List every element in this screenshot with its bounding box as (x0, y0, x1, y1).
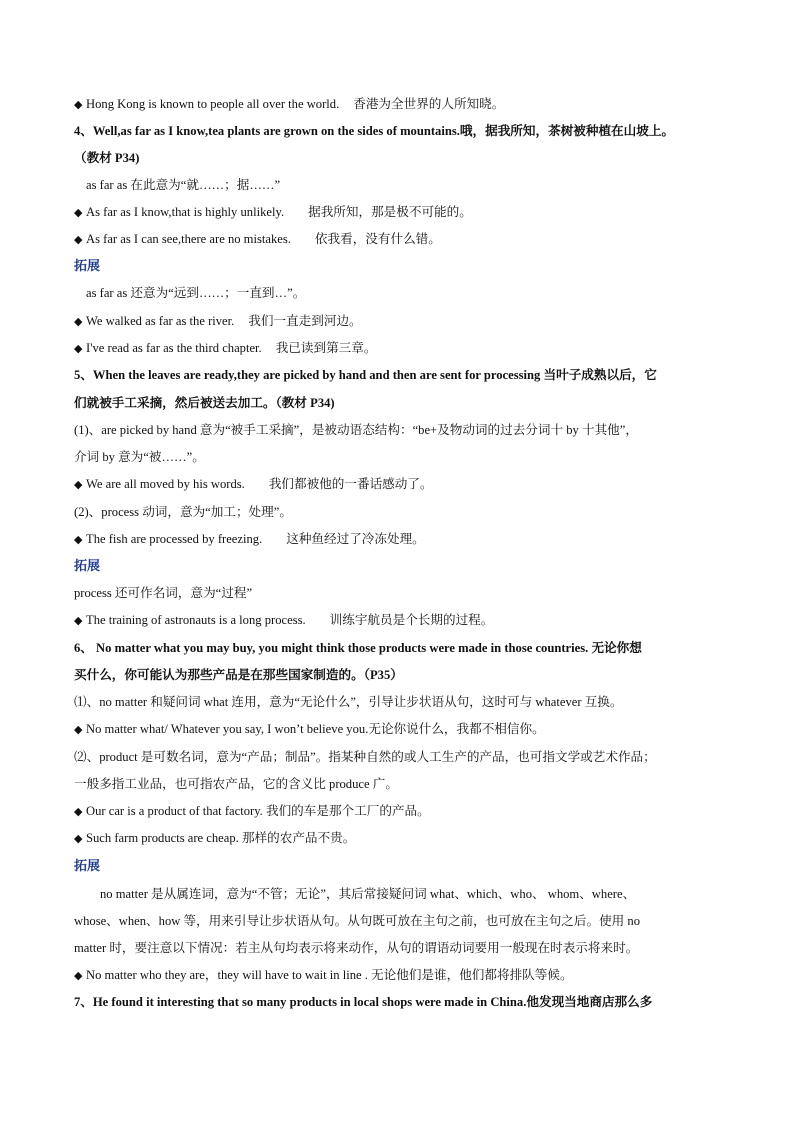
bullet-icon: ◆ (74, 806, 83, 818)
example-line: ◆ We are all moved by his words. 我们都被他的一番话感动了。 (74, 475, 754, 494)
extension-heading: 拓展 (74, 558, 101, 573)
point-6-heading-cont: 买什么，你可能认为那些产品是在那些国家制造的。（P35） (74, 668, 403, 682)
example-line: ◆ No matter who they are，they will have to wait in line . 无论他们是谁，他们都将排队等候。 (74, 966, 754, 985)
example-line: ◆ Such farm products are cheap. 那样的农产品不贵。 (74, 829, 754, 848)
point-6-heading: 6、 No matter what you may buy, you might think those products were made in those countries. 无论你想 (74, 641, 642, 655)
point-7-heading: 7、He found it interesting that so many products in local shops were made in China.他发现当地商店那么多 (74, 995, 653, 1009)
explanation-line: as far as 还意为“远到……；一直到…”。 (86, 286, 306, 300)
explanation-line: process 还可作名词，意为“过程” (74, 586, 253, 600)
explanation-line: ⑵、product 是可数名词，意为“产品；制品”。指某种自然的或人工生产的产品，也可指文学或艺术作品； (74, 750, 656, 764)
explanation-line: 介词 by 意为“被……”。 (74, 450, 205, 464)
explanation-line: matter 时，要注意以下情况：若主从句均表示将来动作，从句的谓语动词要用一般现在时表示将来时。 (74, 941, 639, 955)
example-line: ◆ As far as I can see,there are no mistakes. 依我看，没有什么错。 (74, 230, 754, 249)
bullet-icon: ◆ (74, 534, 83, 546)
extension-heading: 拓展 (74, 858, 101, 873)
explanation-line: (1)、are picked by hand 意为“被手工采摘”，是被动语态结构：“be+及物动词的过去分词十 by 十其他”， (74, 423, 638, 437)
example-line: ◆ As far as I know,that is highly unlikely. 据我所知，那是极不可能的。 (74, 203, 754, 222)
explanation-line: ⑴、no matter 和疑问词 what 连用，意为“无论什么”，引导让步状语从句，这时可与 whatever 互换。 (74, 695, 623, 709)
explanation-line: as far as 在此意为“就……；据……” (86, 178, 281, 192)
example-line: ◆ I've read as far as the third chapter. 我已读到第三章。 (74, 339, 754, 358)
bullet-icon: ◆ (74, 207, 83, 219)
bullet-icon: ◆ (74, 343, 83, 355)
example-line: ◆ Our car is a product of that factory. 我们的车是那个工厂的产品。 (74, 802, 754, 821)
explanation-line: no matter 是从属连词，意为“不管；无论”，其后常接疑问词 what、which、who、 whom、where、 (100, 887, 636, 901)
bullet-icon: ◆ (74, 316, 83, 328)
explanation-line: (2)、process 动词，意为“加工；处理”。 (74, 505, 292, 519)
bullet-icon: ◆ (74, 234, 83, 246)
example-line: ◆ Hong Kong is known to people all over the world. 香港为全世界的人所知晓。 (74, 95, 754, 114)
example-line: ◆ The fish are processed by freezing. 这种鱼经过了冷冻处理。 (74, 530, 754, 549)
bullet-icon: ◆ (74, 615, 83, 627)
example-line: ◆ No matter what/ Whatever you say, I won’t believe you.无论你说什么，我都不相信你。 (74, 720, 754, 739)
bullet-icon: ◆ (74, 724, 83, 736)
example-line: ◆ The training of astronauts is a long process. 训练宇航员是个长期的过程。 (74, 611, 754, 630)
point-4-heading: 4、Well,as far as I know,tea plants are grown on the sides of mountains.哦，据我所知，茶树被种植在山坡上。 (74, 124, 674, 138)
point-5-heading-cont: 们就被手工采摘，然后被送去加工。（教材 P34) (74, 396, 335, 410)
textbook-ref: （教材 P34) (74, 151, 140, 165)
bullet-icon: ◆ (74, 970, 83, 982)
point-5-heading: 5、When the leaves are ready,they are picked by hand and then are sent for processing 当叶子成熟以后，它 (74, 368, 657, 382)
bullet-icon: ◆ (74, 833, 83, 845)
bullet-icon: ◆ (74, 99, 83, 111)
bullet-icon: ◆ (74, 479, 83, 491)
example-line: ◆ We walked as far as the river. 我们一直走到河边。 (74, 312, 754, 331)
extension-heading: 拓展 (74, 258, 101, 273)
explanation-line: 一般多指工业品，也可指农产品，它的含义比 produce 广。 (74, 777, 398, 791)
explanation-line: whose、when、how 等，用来引导让步状语从句。从句既可放在主句之前，也可放在主句之后。使用 no (74, 914, 641, 928)
